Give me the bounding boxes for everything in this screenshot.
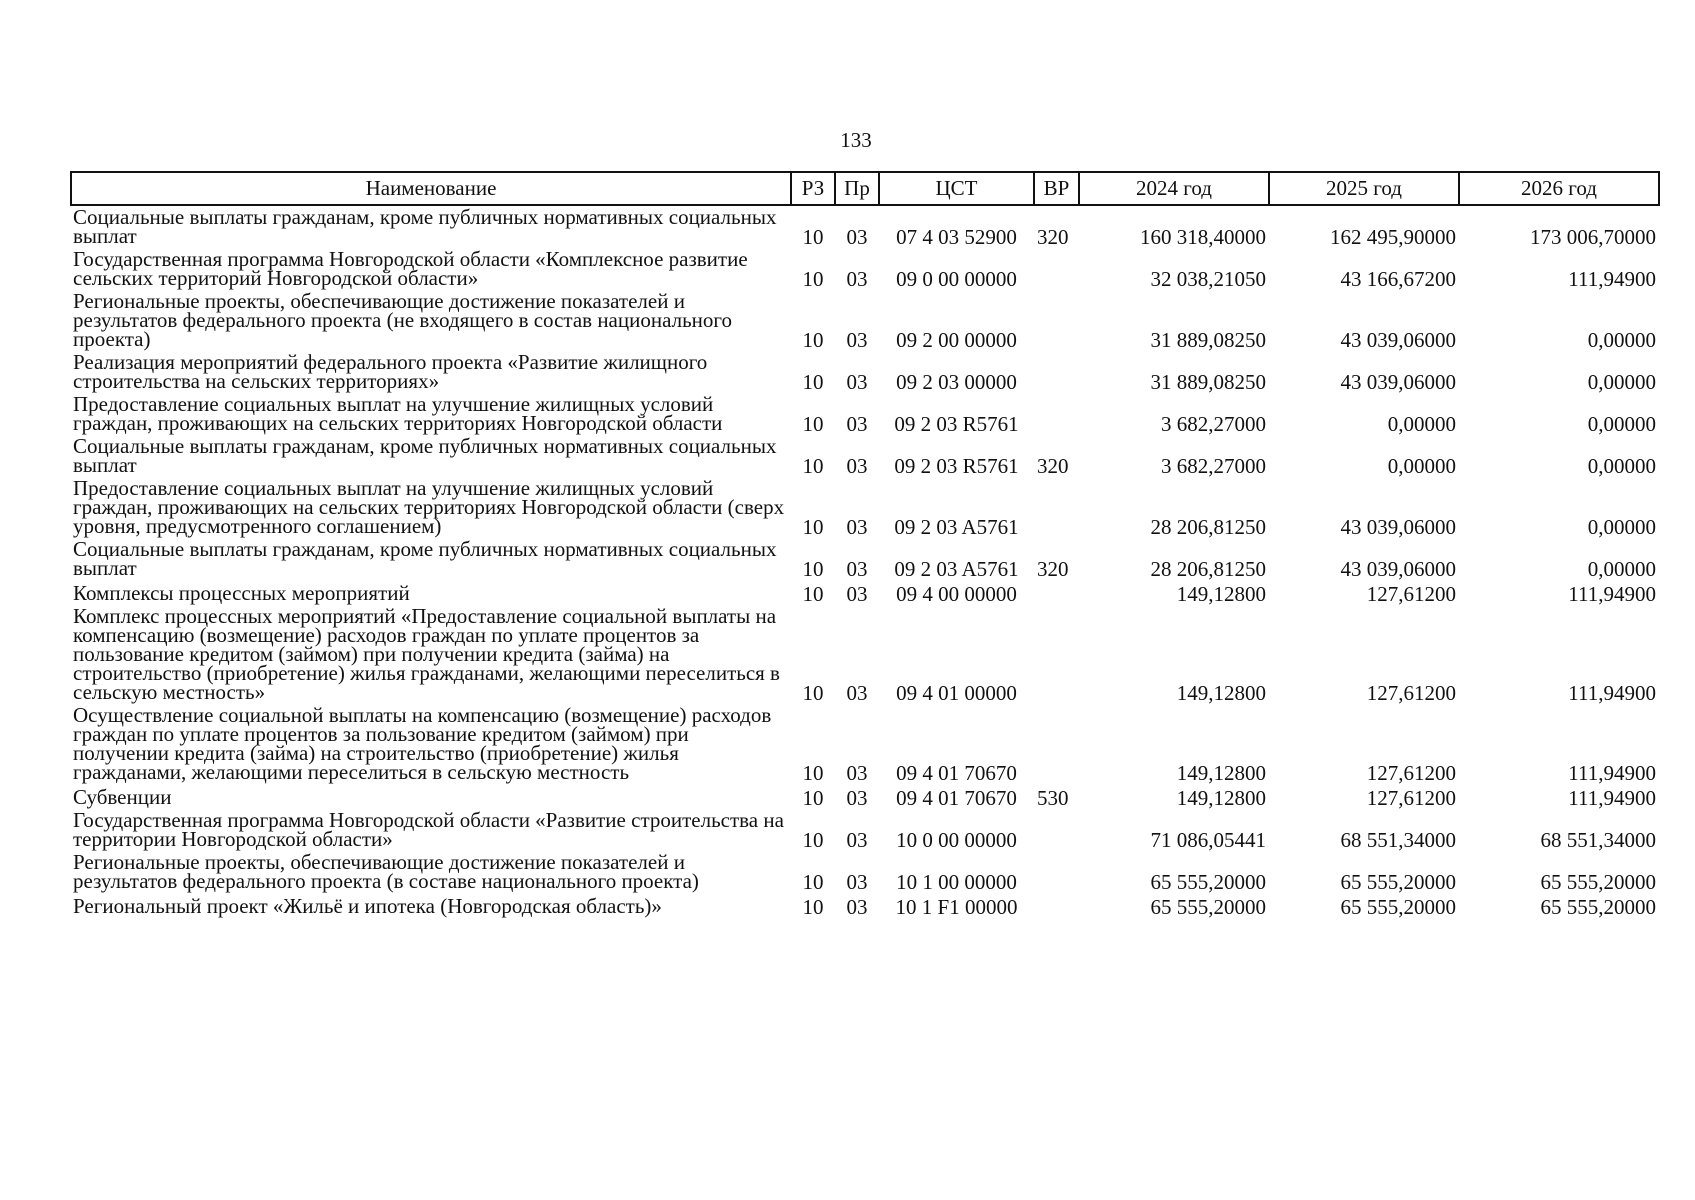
row-cst: 09 2 03 00000 (896, 370, 1017, 394)
row-name: Социальные выплаты гражданам, кроме публичных нормативных социальных выплат (73, 537, 777, 580)
row-pr: 03 (846, 786, 868, 810)
row-value-2024: 3 682,27000 (1161, 454, 1266, 478)
row-name: Региональные проекты, обеспечивающие достижение показателей и результатов федерального проекта (не входящего в состав национального проекта) (73, 289, 732, 351)
row-value-2024: 65 555,20000 (1150, 895, 1266, 919)
row-value-2026: 65 555,20000 (1540, 895, 1656, 919)
row-cst: 10 1 F1 00000 (895, 895, 1018, 919)
row-cst: 09 4 00 00000 (896, 582, 1017, 606)
row-value-2026: 68 551,34000 (1540, 828, 1656, 852)
header-name: Наименование (71, 172, 791, 205)
row-vr: 320 (1037, 557, 1069, 581)
row-value-2025: 43 039,06000 (1340, 557, 1456, 581)
header-cst: ЦСТ (879, 172, 1034, 205)
table-row (71, 435, 1659, 477)
row-rz: 10 (802, 786, 824, 810)
row-value-2025: 127,61200 (1366, 761, 1456, 785)
row-value-2026: 111,94900 (1568, 267, 1656, 291)
row-vr: 320 (1037, 454, 1069, 478)
row-value-2024: 28 206,81250 (1150, 515, 1266, 539)
row-vr (1034, 351, 1079, 393)
row-rz: 10 (802, 828, 824, 852)
row-value-2026: 0,00000 (1587, 370, 1656, 394)
row-pr: 03 (846, 515, 868, 539)
row-name: Комплексы процессных мероприятий (73, 581, 410, 605)
row-value-2024: 65 555,20000 (1150, 870, 1266, 894)
table-row (71, 851, 1659, 893)
row-vr (1034, 893, 1079, 918)
row-pr: 03 (846, 895, 868, 919)
row-pr: 03 (846, 828, 868, 852)
row-pr: 03 (846, 370, 868, 394)
row-rz: 10 (802, 515, 824, 539)
table-body (71, 205, 1659, 918)
row-name: Комплекс процессных мероприятий «Предоставление социальной выплаты на компенсацию (возмещение) расходов граждан по уплате процентов за пользование кредитом (займом) при получении кредита (займа) на строительство (приобретение) жилья гражданами, желающими переселиться в сельскую местность» (73, 604, 780, 704)
row-cst: 09 4 01 00000 (896, 681, 1017, 705)
row-value-2025: 65 555,20000 (1340, 895, 1456, 919)
row-vr (1034, 580, 1079, 605)
row-vr (1034, 851, 1079, 893)
row-value-2024: 149,12800 (1176, 582, 1266, 606)
row-name: Реализация мероприятий федерального проекта «Развитие жилищного строительства на сельских территориях» (73, 350, 708, 393)
row-name: Региональные проекты, обеспечивающие достижение показателей и результатов федерального проекта (в составе национального проекта) (73, 850, 699, 893)
row-name: Региональный проект «Жильё и ипотека (Новгородская область)» (73, 894, 662, 918)
table-row (71, 704, 1659, 784)
row-value-2026: 0,00000 (1587, 412, 1656, 436)
row-value-2026: 65 555,20000 (1540, 870, 1656, 894)
row-value-2025: 162 495,90000 (1330, 225, 1456, 249)
header-vr: ВР (1034, 172, 1079, 205)
row-value-2025: 127,61200 (1366, 681, 1456, 705)
row-pr: 03 (846, 454, 868, 478)
row-value-2026: 173 006,70000 (1530, 225, 1656, 249)
row-value-2026: 111,94900 (1568, 681, 1656, 705)
row-vr: 320 (1037, 225, 1069, 249)
row-value-2024: 3 682,27000 (1161, 412, 1266, 436)
row-vr (1034, 809, 1079, 851)
row-name: Предоставление социальных выплат на улучшение жилищных условий граждан, проживающих на сельских территориях Новгородской области (сверх уровня, предусмотренного соглашением) (73, 476, 785, 538)
row-pr: 03 (846, 412, 868, 436)
row-cst: 09 2 03 A5761 (894, 515, 1019, 539)
row-value-2024: 160 318,40000 (1140, 225, 1266, 249)
table-row (71, 248, 1659, 290)
row-rz: 10 (802, 454, 824, 478)
row-cst: 10 1 00 00000 (896, 870, 1017, 894)
row-cst: 09 2 03 R5761 (894, 412, 1019, 436)
row-rz: 10 (802, 267, 824, 291)
row-value-2025: 43 166,67200 (1340, 267, 1456, 291)
row-value-2024: 31 889,08250 (1150, 370, 1266, 394)
row-cst: 09 4 01 70670 (896, 761, 1017, 785)
table-row (71, 538, 1659, 580)
row-value-2025: 43 039,06000 (1340, 515, 1456, 539)
row-value-2024: 149,12800 (1176, 786, 1266, 810)
table-row (71, 351, 1659, 393)
row-name: Государственная программа Новгородской области «Комплексное развитие сельских территорий Новгородской области» (73, 247, 748, 290)
page-number: 133 (840, 128, 872, 152)
row-value-2025: 127,61200 (1366, 786, 1456, 810)
header-2025: 2025 год (1269, 172, 1459, 205)
header-2024: 2024 год (1079, 172, 1269, 205)
row-vr (1034, 290, 1079, 351)
table-row (71, 290, 1659, 351)
row-cst: 09 4 01 70670 (896, 786, 1017, 810)
header-2026: 2026 год (1459, 172, 1659, 205)
row-name: Социальные выплаты гражданам, кроме публичных нормативных социальных выплат (73, 205, 777, 248)
row-pr: 03 (846, 681, 868, 705)
row-rz: 10 (802, 557, 824, 581)
row-vr (1034, 605, 1079, 704)
row-rz: 10 (802, 225, 824, 249)
row-pr: 03 (846, 267, 868, 291)
row-value-2026: 0,00000 (1587, 557, 1656, 581)
table-row (71, 605, 1659, 704)
row-rz: 10 (802, 412, 824, 436)
header-rz: РЗ (791, 172, 835, 205)
row-value-2025: 65 555,20000 (1340, 870, 1456, 894)
table-row (71, 393, 1659, 435)
row-name: Социальные выплаты гражданам, кроме публичных нормативных социальных выплат (73, 434, 777, 477)
table-row (71, 809, 1659, 851)
row-value-2025: 68 551,34000 (1340, 828, 1456, 852)
row-vr (1034, 704, 1079, 784)
row-value-2026: 111,94900 (1568, 761, 1656, 785)
row-rz: 10 (802, 582, 824, 606)
row-value-2024: 28 206,81250 (1150, 557, 1266, 581)
row-rz: 10 (802, 370, 824, 394)
row-value-2024: 32 038,21050 (1150, 267, 1266, 291)
row-value-2025: 127,61200 (1366, 582, 1456, 606)
row-rz: 10 (802, 870, 824, 894)
row-pr: 03 (846, 225, 868, 249)
row-value-2026: 111,94900 (1568, 582, 1656, 606)
row-name: Предоставление социальных выплат на улучшение жилищных условий граждан, проживающих на сельских территориях Новгородской области (73, 392, 723, 435)
row-pr: 03 (846, 328, 868, 352)
row-rz: 10 (802, 681, 824, 705)
row-cst: 10 0 00 00000 (896, 828, 1017, 852)
row-value-2026: 0,00000 (1587, 328, 1656, 352)
row-value-2025: 43 039,06000 (1340, 328, 1456, 352)
row-value-2025: 43 039,06000 (1340, 370, 1456, 394)
row-pr: 03 (846, 870, 868, 894)
table-row (71, 580, 1659, 605)
row-value-2024: 149,12800 (1176, 681, 1266, 705)
row-pr: 03 (846, 557, 868, 581)
table-row (71, 205, 1659, 248)
row-value-2024: 31 889,08250 (1150, 328, 1266, 352)
row-cst: 07 4 03 52900 (896, 225, 1017, 249)
row-rz: 10 (802, 328, 824, 352)
row-name: Субвенции (73, 785, 172, 809)
table-row (71, 477, 1659, 538)
row-vr (1034, 393, 1079, 435)
budget-table (70, 171, 1660, 918)
row-value-2024: 149,12800 (1176, 761, 1266, 785)
table-row (71, 893, 1659, 918)
row-cst: 09 2 00 00000 (896, 328, 1017, 352)
row-name: Осуществление социальной выплаты на компенсацию (возмещение) расходов граждан по уплате процентов за пользование кредитом (займом) при получении кредита (займа) на строительство (приобретение) жилья гражданами, желающими переселиться в сельскую местность (73, 703, 772, 784)
row-rz: 10 (802, 895, 824, 919)
header-pr: Пр (835, 172, 879, 205)
row-vr (1034, 248, 1079, 290)
row-value-2025: 0,00000 (1387, 454, 1456, 478)
row-rz: 10 (802, 761, 824, 785)
row-vr (1034, 477, 1079, 538)
row-vr: 530 (1037, 786, 1069, 810)
row-name: Государственная программа Новгородской области «Развитие строительства на территории Новгородской области» (73, 808, 784, 851)
table-row (71, 784, 1659, 809)
header-row (71, 172, 1659, 205)
row-value-2026: 111,94900 (1568, 786, 1656, 810)
row-value-2026: 0,00000 (1587, 515, 1656, 539)
row-value-2026: 0,00000 (1587, 454, 1656, 478)
row-cst: 09 2 03 A5761 (894, 557, 1019, 581)
row-value-2025: 0,00000 (1387, 412, 1456, 436)
row-pr: 03 (846, 582, 868, 606)
row-cst: 09 2 03 R5761 (894, 454, 1019, 478)
row-pr: 03 (846, 761, 868, 785)
row-value-2024: 71 086,05441 (1150, 828, 1266, 852)
row-cst: 09 0 00 00000 (896, 267, 1017, 291)
